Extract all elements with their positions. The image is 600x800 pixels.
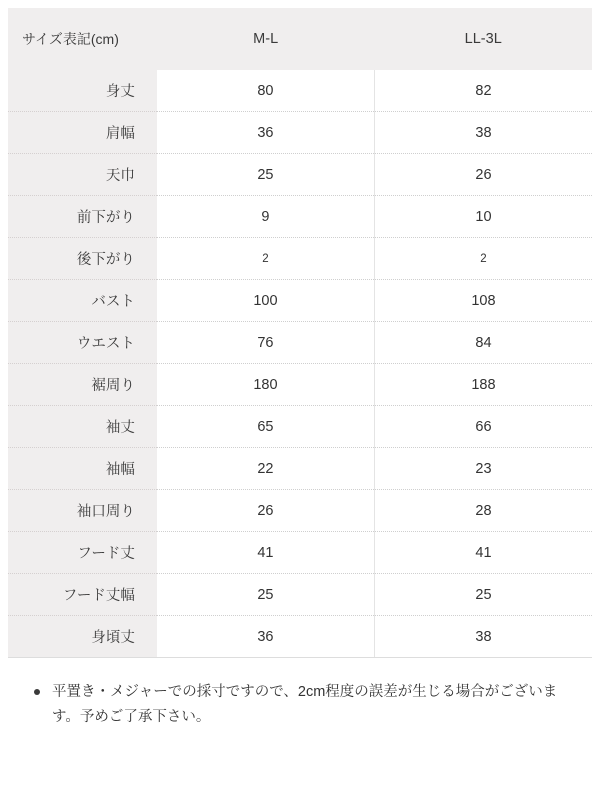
row-label: バスト (8, 280, 157, 322)
table-row (8, 238, 592, 280)
row-value: 180 (157, 364, 375, 406)
row-value: 82 (374, 70, 592, 112)
table-row (8, 364, 592, 406)
row-value: 23 (374, 448, 592, 490)
row-value: 28 (374, 490, 592, 532)
table-row (8, 322, 592, 364)
table-header (8, 8, 592, 70)
measurement-note (8, 680, 592, 731)
table-row (8, 448, 592, 490)
header-row (8, 8, 592, 70)
table-row (8, 112, 592, 154)
table-row (8, 280, 592, 322)
row-value: 66 (374, 406, 592, 448)
row-label: ウエスト (8, 322, 157, 364)
row-label: 裾周り (8, 364, 157, 406)
row-value: 38 (374, 112, 592, 154)
table-row (8, 490, 592, 532)
row-value: 25 (157, 154, 375, 196)
row-value: 65 (157, 406, 375, 448)
row-label: フード丈幅 (8, 574, 157, 616)
row-label: 身丈 (8, 70, 157, 112)
size-table (8, 8, 592, 658)
row-label: 身頃丈 (8, 616, 157, 658)
row-value: 38 (374, 616, 592, 658)
row-value: 10 (374, 196, 592, 238)
row-value: 80 (157, 70, 375, 112)
header-column-1: LL-3L (374, 8, 592, 70)
header-column-0: M-L (157, 8, 375, 70)
row-label: フード丈 (8, 532, 157, 574)
table-row (8, 532, 592, 574)
header-size-label: サイズ表記(cm) (8, 8, 157, 70)
table-row (8, 616, 592, 658)
row-label: 袖口周り (8, 490, 157, 532)
row-value: 2 (374, 238, 592, 280)
row-value: 25 (374, 574, 592, 616)
row-label: 袖幅 (8, 448, 157, 490)
row-label: 肩幅 (8, 112, 157, 154)
table-row (8, 574, 592, 616)
row-value: 26 (157, 490, 375, 532)
table-body (8, 70, 592, 658)
row-label: 前下がり (8, 196, 157, 238)
table-row (8, 70, 592, 112)
row-value: 41 (157, 532, 375, 574)
row-label: 天巾 (8, 154, 157, 196)
table-row (8, 406, 592, 448)
row-value: 41 (374, 532, 592, 574)
table-row (8, 154, 592, 196)
row-value: 84 (374, 322, 592, 364)
note-text: 平置き・メジャーでの採寸ですので、2cm程度の誤差が生じる場合がございます。予めご了承下さい。 (52, 684, 558, 726)
row-label: 後下がり (8, 238, 157, 280)
row-value: 108 (374, 280, 592, 322)
row-value: 76 (157, 322, 375, 364)
row-value: 36 (157, 112, 375, 154)
row-label: 袖丈 (8, 406, 157, 448)
row-value: 22 (157, 448, 375, 490)
row-value: 25 (157, 574, 375, 616)
row-value: 2 (157, 238, 375, 280)
bullet-icon (34, 689, 40, 695)
table-row (8, 196, 592, 238)
row-value: 36 (157, 616, 375, 658)
row-value: 100 (157, 280, 375, 322)
row-value: 26 (374, 154, 592, 196)
row-value: 9 (157, 196, 375, 238)
row-value: 188 (374, 364, 592, 406)
